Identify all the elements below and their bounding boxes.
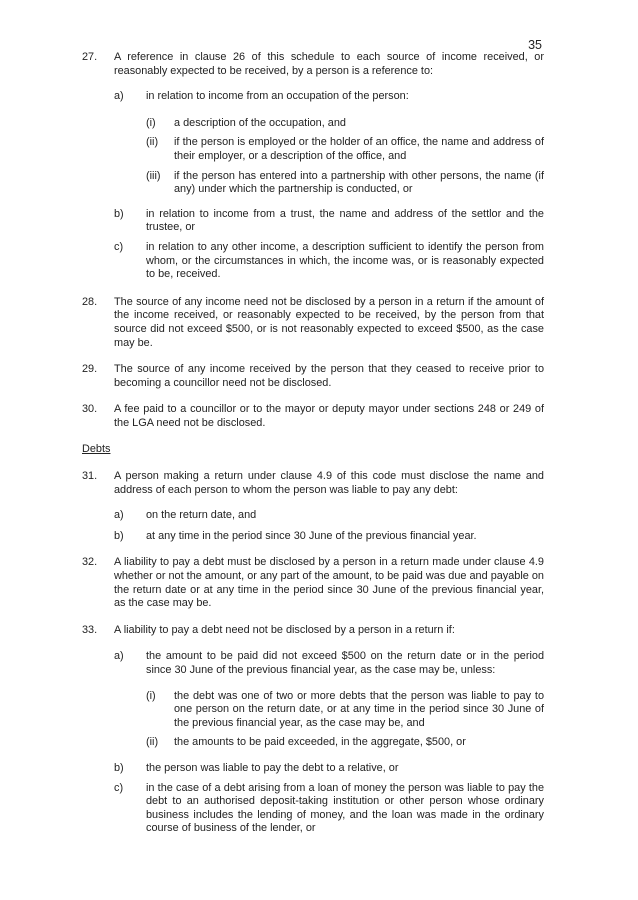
item-text: the amounts to be paid exceeded, in the aggregate, $500, or	[174, 736, 466, 749]
item-label: a)	[114, 509, 124, 522]
clause-27-a-ii	[82, 136, 544, 163]
item-text: on the return date, and	[146, 509, 257, 522]
clause-33-c	[82, 782, 544, 836]
item-text: the amount to be paid did not exceed $500 on the return date or in the period since 30 June of the previous financial year, as the case may be, unless:	[146, 650, 544, 676]
item-text: the debt was one of two or more debts that the person was liable to pay to one person on the return date, or at any time in the period since 30 June of the previous financial year, as the case may be, and	[174, 689, 544, 729]
item-text: if the person has entered into a partnership with other persons, the name (if any) under which the partnership is conducted, or	[174, 169, 544, 196]
document-body	[82, 51, 544, 836]
clause-27-a	[82, 90, 544, 104]
item-label: c)	[114, 781, 124, 794]
item-text: if the person is employed or the holder of an office, the name and address of their employer, or a description of the office, and	[174, 136, 544, 162]
clause-33-a	[82, 650, 544, 677]
clause-27-b	[82, 208, 544, 235]
item-label: (i)	[146, 116, 156, 129]
item-text: in relation to any other income, a description sufficient to identify the person from whom, or the circumstances in which, the income was, or is reasonably expected to be, received.	[146, 240, 544, 281]
clause-number: 31.	[82, 470, 98, 483]
clause-31-b	[82, 530, 544, 544]
page-number: 35	[528, 38, 542, 52]
clause-32	[82, 556, 544, 610]
item-label: a)	[114, 90, 124, 103]
clause-27	[82, 51, 544, 78]
item-label: (iii)	[146, 169, 161, 182]
clause-text: A liability to pay a debt must be disclosed by a person in a return made under clause 4.9 whether or not the amount, or any part of the amount, to be paid was due and payable on the return date or at any time in the period since 30 June of the previous financial year, as the case may be.	[114, 556, 544, 610]
item-text: the person was liable to pay the debt to a relative, or	[146, 761, 399, 774]
item-text: a description of the occupation, and	[174, 116, 346, 129]
clause-28	[82, 296, 544, 350]
item-label: b)	[114, 529, 124, 542]
clause-number: 28.	[82, 295, 98, 308]
clause-number: 32.	[82, 556, 98, 569]
item-text: in relation to income from an occupation of the person:	[146, 90, 409, 103]
clause-number: 30.	[82, 403, 98, 416]
item-label: (ii)	[146, 736, 159, 749]
section-heading-debts: Debts	[82, 443, 111, 456]
clause-31-a	[82, 509, 544, 523]
clause-text: The source of any income need not be disclosed by a person in a return if the amount of the income received, or reasonably expected to be received, by the person from that source did not exceed $500, or is not reasonably expected to exceed $500, as the case may be.	[114, 295, 544, 349]
item-label: (i)	[146, 689, 156, 702]
clause-number: 29.	[82, 363, 98, 376]
clause-33-a-ii	[82, 736, 544, 750]
clause-31	[82, 470, 544, 497]
item-label: c)	[114, 240, 124, 253]
clause-27-a-iii	[82, 170, 544, 197]
item-label: a)	[114, 650, 124, 663]
item-label: b)	[114, 207, 124, 220]
clause-number: 33.	[82, 623, 98, 636]
clause-text: The source of any income received by the person that they ceased to receive prior to becoming a councillor need not be disclosed.	[114, 363, 544, 389]
clause-30	[82, 403, 544, 430]
item-label: b)	[114, 761, 124, 774]
item-text: at any time in the period since 30 June of the previous financial year.	[146, 529, 477, 542]
clause-33	[82, 624, 544, 638]
clause-text: A fee paid to a councillor or to the mayor or deputy mayor under sections 248 or 249 of the LGA need not be disclosed.	[114, 403, 544, 429]
item-text: in the case of a debt arising from a loan of money the person was liable to pay the debt to an authorised deposit-taking institution or other person whose ordinary business includes the lending of money, and the loan was made in the ordinary course of business of the lender, or	[146, 781, 544, 835]
clause-27-a-i	[82, 117, 544, 131]
clause-33-b	[82, 762, 544, 776]
clause-text: A liability to pay a debt need not be disclosed by a person in a return if:	[114, 623, 455, 636]
clause-27-c	[82, 241, 544, 282]
clause-29	[82, 363, 544, 390]
item-text: in relation to income from a trust, the name and address of the settlor and the trustee, or	[146, 207, 544, 234]
clause-33-a-i	[82, 690, 544, 731]
item-label: (ii)	[146, 136, 159, 149]
clause-text: A reference in clause 26 of this schedule to each source of income received, or reasonably expected to be received, by a person is a reference to:	[114, 51, 544, 77]
clause-text: A person making a return under clause 4.9 of this code must disclose the name and address of each person to whom the person was liable to pay any debt:	[114, 470, 544, 496]
clause-number: 27.	[82, 51, 98, 63]
